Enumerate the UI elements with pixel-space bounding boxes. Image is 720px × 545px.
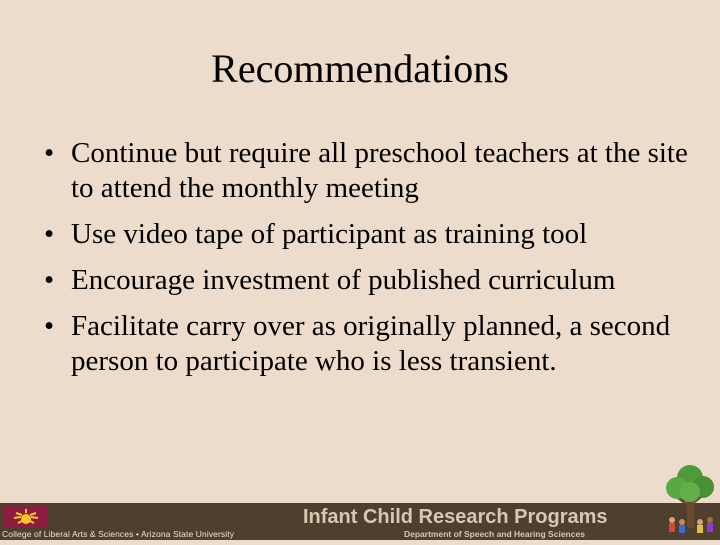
- bullet-glyph: •: [44, 310, 55, 342]
- bullet-text: Facilitate carry over as originally planned, a second person to participate who is less transient.: [71, 310, 671, 377]
- footer-bar: [0, 503, 720, 540]
- department-text: Department of Speech and Hearing Sciences: [404, 529, 585, 539]
- program-title: Infant Child Research Programs: [303, 506, 608, 528]
- asu-sunburst-icon: [4, 506, 48, 528]
- bullet-glyph: •: [44, 264, 55, 296]
- bullet-glyph: •: [44, 218, 55, 250]
- college-text: College of Liberal Arts & Sciences • Arizona State University: [2, 529, 235, 539]
- bullet-item: [44, 309, 694, 379]
- slide-title: Recommendations: [211, 46, 509, 91]
- bullet-glyph: •: [44, 137, 55, 169]
- bullet-text: Continue but require all preschool teachers at the site to attend the monthly meeting: [71, 137, 688, 204]
- tree-children-icon: [662, 462, 718, 540]
- bullet-text: Use video tape of participant as training tool: [71, 218, 588, 250]
- bullet-item: [44, 136, 694, 206]
- bullet-item: [44, 263, 694, 298]
- bullet-item: [44, 217, 694, 252]
- bullet-text: Encourage investment of published curriculum: [71, 264, 616, 296]
- bullet-list: [44, 136, 694, 390]
